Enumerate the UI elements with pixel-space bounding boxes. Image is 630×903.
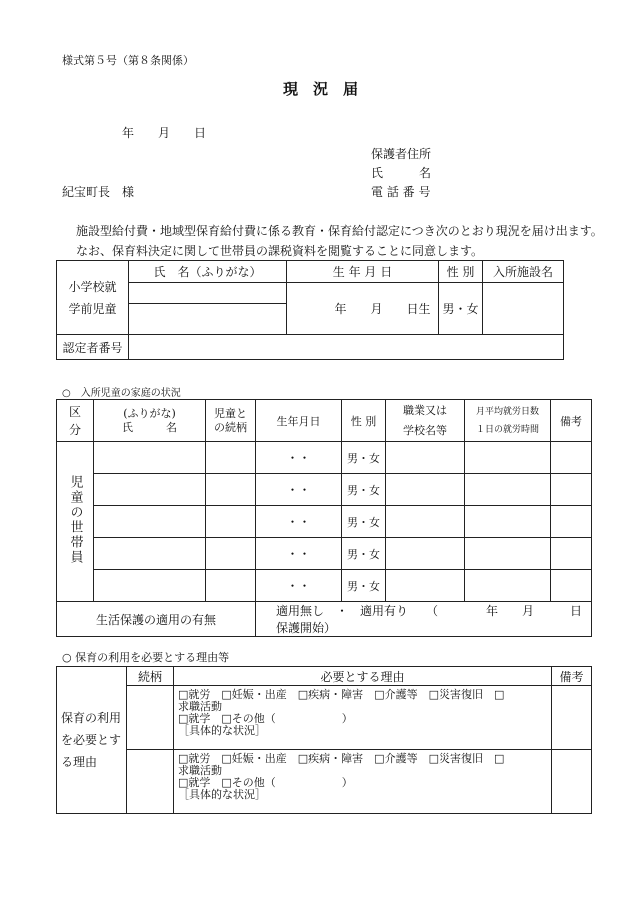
- member-work-field[interactable]: [465, 538, 551, 570]
- member-sex-field[interactable]: 男・女: [342, 570, 386, 602]
- name-label: 氏 名: [371, 166, 432, 180]
- child-sex-field[interactable]: 男・女: [439, 283, 483, 335]
- household-table: [56, 399, 592, 637]
- reason-relation-field[interactable]: [127, 686, 174, 750]
- child-row-label: 小学校就 学前児童: [57, 261, 129, 335]
- household-section-title: ○ 入所児童の家庭の状況: [62, 388, 181, 399]
- child-dob-field[interactable]: 年 月 日生: [287, 283, 439, 335]
- reason-relation-field[interactable]: [127, 750, 174, 814]
- h-work: 月平均就労日数 １日の就労時間: [465, 400, 551, 442]
- member-name-field[interactable]: [94, 442, 206, 474]
- member-remarks-field[interactable]: [551, 442, 592, 474]
- household-side-label: 児童の世帯員: [57, 442, 94, 602]
- col-sex-header: 性 別: [439, 261, 483, 283]
- col-dob-header: 生 年 月 日: [287, 261, 439, 283]
- member-relation-field[interactable]: [206, 506, 256, 538]
- member-remarks-field[interactable]: [551, 570, 592, 602]
- member-remarks-field[interactable]: [551, 506, 592, 538]
- member-job-field[interactable]: [386, 442, 465, 474]
- phone-label: 電 話 番 号: [371, 185, 431, 199]
- member-remarks-field[interactable]: [551, 538, 592, 570]
- reason-options[interactable]: □就労 □妊娠・出産 □疾病・障害 □介護等 □災害復旧 □ 求職活動 □就学 □その他（ ） ［具体的な状況］: [174, 750, 552, 814]
- member-dob-field[interactable]: ・・: [256, 506, 342, 538]
- h-name: (ふりがな) 氏 名: [94, 400, 206, 442]
- reasons-h-relation: 続柄: [127, 667, 174, 686]
- member-sex-field[interactable]: 男・女: [342, 474, 386, 506]
- h-remarks: 備考: [551, 400, 592, 442]
- reasons-side-label: 保育の利用 を必要とす る理由: [57, 667, 127, 814]
- welfare-value[interactable]: 適用無し ・ 適用有り （ 年 月 日保護開始）: [256, 602, 592, 637]
- intro-line-1: 施設型給付費・地域型保育給付費に係る教育・保育給付認定につき次のとおり現況を届け出ます。: [76, 224, 603, 238]
- h-kubun: 区 分: [57, 400, 94, 442]
- member-name-field[interactable]: [94, 506, 206, 538]
- member-sex-field[interactable]: 男・女: [342, 538, 386, 570]
- reasons-section-title: ○ 保育の利用を必要とする理由等: [62, 651, 230, 664]
- member-sex-field[interactable]: 男・女: [342, 506, 386, 538]
- member-dob-field[interactable]: ・・: [256, 570, 342, 602]
- cert-number-label: 認定者番号: [57, 335, 129, 360]
- member-dob-field[interactable]: ・・: [256, 538, 342, 570]
- member-dob-field[interactable]: ・・: [256, 442, 342, 474]
- member-job-field[interactable]: [386, 570, 465, 602]
- welfare-label: 生活保護の適用の有無: [57, 602, 256, 637]
- member-job-field[interactable]: [386, 474, 465, 506]
- reasons-table: [56, 666, 592, 814]
- member-remarks-field[interactable]: [551, 474, 592, 506]
- member-job-field[interactable]: [386, 538, 465, 570]
- intro-line-2: なお、保育料決定に関して世帯員の課税資料を閲覧することに同意します。: [76, 244, 484, 258]
- member-name-field[interactable]: [94, 474, 206, 506]
- member-relation-field[interactable]: [206, 442, 256, 474]
- member-relation-field[interactable]: [206, 538, 256, 570]
- member-relation-field[interactable]: [206, 570, 256, 602]
- reasons-h-reason: 必要とする理由: [174, 667, 552, 686]
- child-table: [56, 260, 564, 360]
- col-facility-header: 入所施設名: [483, 261, 564, 283]
- member-dob-field[interactable]: ・・: [256, 474, 342, 506]
- col-name-header: 氏 名（ふりがな）: [129, 261, 287, 283]
- child-furigana-field[interactable]: [129, 283, 287, 304]
- h-dob: 生年月日: [256, 400, 342, 442]
- reason-options[interactable]: □就労 □妊娠・出産 □疾病・障害 □介護等 □災害復旧 □ 求職活動 □就学 □その他（ ） ［具体的な状況］: [174, 686, 552, 750]
- member-sex-field[interactable]: 男・女: [342, 442, 386, 474]
- member-job-field[interactable]: [386, 506, 465, 538]
- address-label: 保護者住所: [371, 147, 432, 161]
- child-name-field[interactable]: [129, 304, 287, 335]
- reason-remarks-field[interactable]: [552, 750, 592, 814]
- h-relation: 児童と の続柄: [206, 400, 256, 442]
- member-work-field[interactable]: [465, 570, 551, 602]
- member-work-field[interactable]: [465, 506, 551, 538]
- reasons-h-remarks: 備考: [552, 667, 592, 686]
- member-name-field[interactable]: [94, 538, 206, 570]
- member-name-field[interactable]: [94, 570, 206, 602]
- h-sex: 性 別: [342, 400, 386, 442]
- form-number: 様式第５号（第８条関係）: [62, 54, 194, 67]
- child-facility-field[interactable]: [483, 283, 564, 335]
- h-job: 職業又は 学校名等: [386, 400, 465, 442]
- page-title: 現 況 届: [283, 80, 359, 98]
- reason-remarks-field[interactable]: [552, 686, 592, 750]
- member-work-field[interactable]: [465, 442, 551, 474]
- addressee: 紀宝町長 様: [62, 185, 135, 199]
- date-line: 年 月 日: [122, 126, 207, 140]
- cert-number-field[interactable]: [129, 335, 564, 360]
- member-relation-field[interactable]: [206, 474, 256, 506]
- member-work-field[interactable]: [465, 474, 551, 506]
